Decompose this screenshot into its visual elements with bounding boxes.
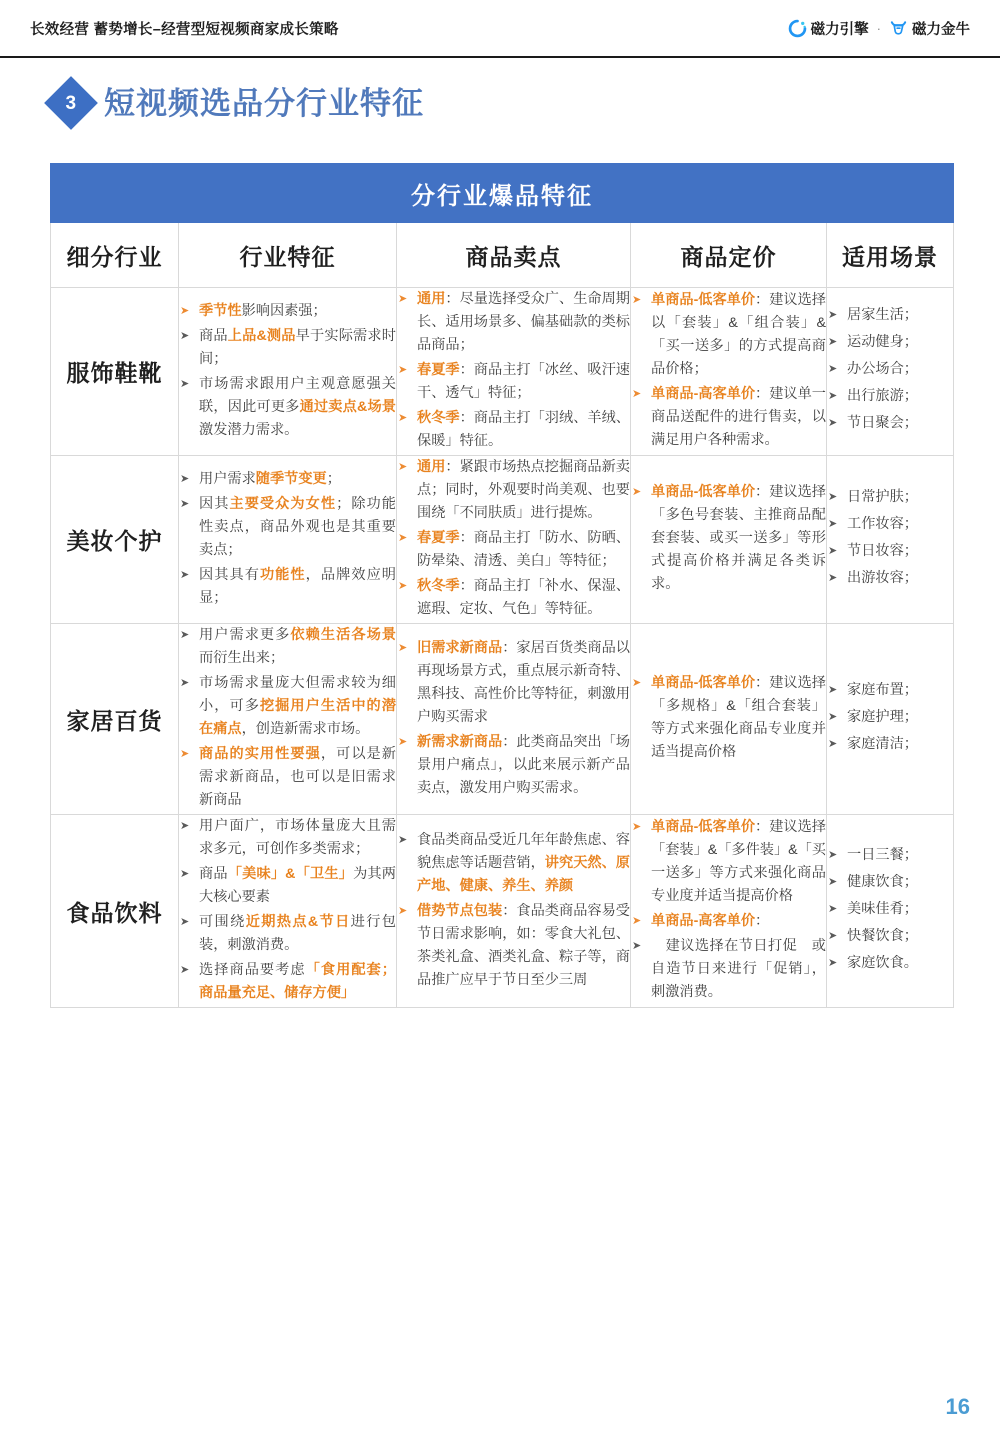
highlighted-text: 借势节点包装 [417,902,503,919]
body-text: 家庭布置； [847,681,918,698]
body-text: ；除功能性卖点，商品外观也是其重要卖点； [199,495,396,558]
column-header-industry-features: 行业特征 [179,223,397,288]
body-text: 运动健身； [847,334,918,350]
pricing-item [631,672,826,764]
pricing-item [631,935,826,1004]
scenario-cell [827,815,954,1008]
body-text: ： [755,913,770,929]
column-header-product-selling-points: 商品卖点 [397,223,631,288]
highlighted-text: 新需求新商品 [417,733,503,750]
category-label: 服饰鞋靴 [51,288,179,456]
industry-feature-item [179,300,396,323]
pricing-list [631,481,826,596]
body-text: 用户面广，市场体量庞大且需求多元，可创作多类需求； [199,818,396,857]
body-text: ，创造新需求市场。 [241,721,370,737]
body-text: ，可以是新需求新商品，也可以是旧需求新商品 [199,746,396,808]
highlighted-text: 功能性 [259,566,306,583]
body-text: 商品 [199,866,228,882]
body-text: 商品 [199,327,228,344]
selling-point-item [397,407,630,453]
body-text: 食品类商品受近几年年龄焦虑、容貌焦虑等话题营销， [417,831,630,871]
selling-point-list [397,829,630,992]
highlighted-text: 单商品-高客单价 [651,386,756,402]
scenario-item [827,486,953,509]
body-text: 家庭护理； [847,708,918,725]
selling-point-cell [397,456,631,624]
scenario-item [827,385,953,408]
scenario-list [827,844,953,975]
pricing-cell [631,288,827,456]
highlighted-text: 单商品-高客单价 [651,913,756,929]
body-text: ：食品类商品容易受节日需求影响，如：零食大礼包、茶类礼盒、酒类礼盒、粽子等，商品推广应早于节日至少三周 [417,902,630,988]
selling-point-item [397,575,630,621]
highlighted-text: 讲究天然、原产地、健康、养生、养颜 [417,854,630,894]
scenario-cell [827,624,954,815]
body-text: 影响因素强； [241,302,327,319]
section-number-badge [44,76,98,130]
body-text: 用户需求更多 [199,627,291,643]
scenario-item [827,567,953,590]
scenario-item [827,733,953,756]
selling-point-item [397,288,630,357]
industry-feature-item [179,815,396,861]
body-text: ：商品主打「补水、保湿、遮瑕、定妆、气色」等特征。 [417,578,630,617]
body-text: ：建议选择「多规格」&「组合套装」等方式来强化商品专业度并适当提高价格 [651,675,826,760]
industry-feature-list [179,815,396,1005]
body-text: 用户需求 [199,470,256,487]
highlighted-text: 「食用配套；商品量充足、储存方便」 [199,962,396,1001]
category-label: 家居百货 [51,624,179,815]
body-text: 家庭清洁； [847,735,918,752]
industry-feature-item [179,624,396,670]
body-text: 办公场合； [847,361,918,377]
brand-cluster [788,18,970,39]
body-text: ：建议单一商品送配件的进行售卖，以满足用户各种需求。 [651,386,826,448]
industry-feature-item [179,373,396,442]
body-text: 可围绕 [199,914,246,930]
scenario-item [827,925,953,948]
table-banner-title: 分行业爆品特征 [51,164,954,223]
body-text: 健康饮食； [847,873,918,890]
scenario-item [827,844,953,867]
body-text: ：商品主打「羽绒、羊绒、保暖」特征。 [417,410,630,449]
selling-point-item [397,637,630,729]
pricing-cell [631,456,827,624]
highlighted-text: 主要受众为女性 [229,495,337,512]
body-text: 一日三餐； [847,846,918,863]
body-text: 节日聚会； [847,415,918,431]
column-header-sub-industry: 细分行业 [51,223,179,288]
selling-point-item [397,527,630,573]
pricing-item [631,910,826,933]
table-row [51,288,954,456]
body-text: 激发潜力需求。 [199,421,299,438]
page-header [0,0,1000,58]
industry-feature-cell [179,815,397,1008]
industry-feature-item [179,863,396,909]
scenario-item [827,513,953,536]
brand-magnetic-bull [889,18,970,39]
highlighted-text: 单商品-低客单价 [651,675,756,691]
table-banner-row [51,164,954,223]
scenario-item [827,898,953,921]
pricing-item [631,481,826,596]
table-row [51,624,954,815]
industry-feature-item [179,493,396,562]
industry-feature-cell [179,456,397,624]
highlighted-text: 单商品-低客单价 [651,292,756,308]
scenario-item [827,540,953,563]
pricing-item [631,816,826,908]
scenario-cell [827,456,954,624]
highlighted-text: 「美味」&「卫生」 [227,866,354,882]
scenario-list [827,304,953,435]
scenario-item [827,304,953,327]
selling-point-item [397,731,630,800]
highlighted-text: 旧需求新商品 [417,639,503,656]
scenario-item [827,871,953,894]
column-header-product-pricing: 商品定价 [631,223,827,288]
body-text: ； [326,470,341,487]
scenario-list [827,486,953,590]
highlighted-text: 通过卖点&场景 [299,398,396,415]
body-text: ：家居百货类商品以再现场景方式，重点展示新奇特、黑科技、高性价比等特征，刺激用户购买需求 [417,639,630,725]
selling-point-item [397,900,630,992]
highlighted-text: 秋冬季 [417,578,460,594]
industry-feature-cell [179,288,397,456]
selling-point-item [397,829,630,898]
body-text: 快餐饮食； [847,927,918,944]
industry-feature-list [179,624,396,812]
industry-feature-item [179,468,396,491]
column-header-usage-scenarios: 适用场景 [827,223,954,288]
highlighted-text: 单商品-低客单价 [651,819,756,835]
pricing-list [631,816,826,1004]
highlighted-text: 春夏季 [417,530,460,546]
scenario-item [827,331,953,354]
body-text: 市场需求量庞大但需求较为细小，可多 [199,675,396,714]
industry-feature-item [179,959,396,1005]
body-text: 居家生活； [847,307,918,323]
body-text: 出行旅游； [847,388,918,404]
body-text: ：建议选择「套装」&「多件装」&「买一送多」等方式来强化商品专业度并适当提高价格 [651,819,826,904]
selling-point-cell [397,815,631,1008]
scenario-cell [827,288,954,456]
body-text: 出游妆容； [847,569,918,586]
highlighted-text: 通用 [417,291,446,307]
body-text: ：紧跟市场热点挖掘商品新卖点；同时，外观要时尚美观、也要围绕「不同肤质」进行提炼。 [417,459,630,521]
highlighted-text: 商品的实用性要强 [199,746,321,762]
document-title: 长效经营 蓄势增长–经营型短视频商家成长策略 [30,21,339,38]
pricing-item [631,383,826,452]
body-text: 早于实际需求时间； [199,327,396,367]
pricing-cell [631,815,827,1008]
magnetic-bull-logo-icon [889,19,908,38]
feature-table-container [50,163,953,1008]
highlighted-text: 挖掘用户生活中的潜在痛点 [199,698,396,737]
selling-point-list [397,637,630,800]
selling-point-list [397,288,630,453]
section-heading [52,84,424,122]
body-text: 为其两大核心要素 [199,866,396,905]
scenario-item [827,706,953,729]
body-text: ：此类商品突出「场景用户痛点」，以此来展示新产品卖点，激发用户购买需求。 [417,733,630,796]
section-number: 3 [65,92,77,114]
pricing-list [631,672,826,764]
table-header-row [51,223,954,288]
pricing-item [631,289,826,381]
body-text: 建议选择在节日打促 或自造节日来进行「促销」，刺激消费。 [651,938,826,1000]
category-label: 美妆个护 [51,456,179,624]
industry-feature-list [179,300,396,442]
highlighted-text: 随季节变更 [255,470,327,487]
scenario-item [827,358,953,381]
brand-name-magnetic-bull: 磁力金牛 [912,21,970,38]
industry-feature-item [179,325,396,371]
magnetic-engine-logo-icon [788,19,807,38]
body-text: 工作妆容； [847,515,918,532]
body-text: 进行包装，刺激消费。 [199,914,396,953]
brand-magnetic-engine [788,18,869,39]
body-text: 选择商品要考虑 [199,962,306,978]
scenario-item [827,952,953,975]
selling-point-cell [397,288,631,456]
body-text: ，品牌效应明显； [199,566,396,606]
body-text: ：建议选择以「套装」&「组合装」&「买一送多」的方式提高商品价格； [651,292,826,377]
table-row [51,815,954,1008]
table-row [51,456,954,624]
selling-point-item [397,456,630,525]
industry-feature-item [179,911,396,957]
body-text: 而衍生出来； [199,650,285,666]
highlighted-text: 单商品-低客单价 [651,484,756,500]
body-text: 市场需求跟用户主观意愿强关联，因此可更多 [199,375,396,415]
highlighted-text: 季节性 [199,302,242,319]
body-text: ：商品主打「冰丝、吸汗速干、透气」特征； [417,362,630,401]
body-text: ：尽量选择受众广、生命周期长、适用场景多、偏基础款的类标品商品； [417,291,630,353]
pricing-cell [631,624,827,815]
page-number: 16 [945,1394,970,1419]
body-text: 美味佳肴； [847,900,918,917]
body-text: 因其 [199,495,230,512]
body-text: 家庭饮食。 [847,954,918,971]
body-text: ：建议选择「多色号套装、主推商品配套套装、或买一送多」等形式提高价格并满足各类诉求。 [651,484,826,592]
scenario-item [827,679,953,702]
highlighted-text: 秋冬季 [417,410,460,426]
selling-point-item [397,359,630,405]
industry-feature-item [179,672,396,741]
body-text: 因其具有 [199,566,260,583]
page-title: 短视频选品分行业特征 [104,85,424,121]
highlighted-text: 通用 [417,459,446,475]
industry-feature-item [179,743,396,812]
highlighted-text: 近期热点&节日 [245,914,351,930]
industry-feature-table [50,163,954,1008]
pricing-list [631,289,826,452]
selling-point-cell [397,624,631,815]
category-label: 食品饮料 [51,815,179,1008]
brand-name-magnetic-engine: 磁力引擎 [810,21,869,38]
selling-point-list [397,456,630,621]
brand-separator: · [876,20,881,36]
industry-feature-list [179,468,396,610]
body-text: 节日妆容； [847,542,918,559]
highlighted-text: 上品&测品 [227,327,296,344]
scenario-item [827,412,953,435]
industry-feature-cell [179,624,397,815]
highlighted-text: 春夏季 [417,362,460,378]
industry-feature-item [179,564,396,610]
body-text: ：商品主打「防水、防晒、防晕染、清透、美白」等特征； [417,530,630,569]
body-text: 日常护肤； [847,488,918,505]
scenario-list [827,679,953,756]
highlighted-text: 依赖生活各场景 [290,627,396,643]
